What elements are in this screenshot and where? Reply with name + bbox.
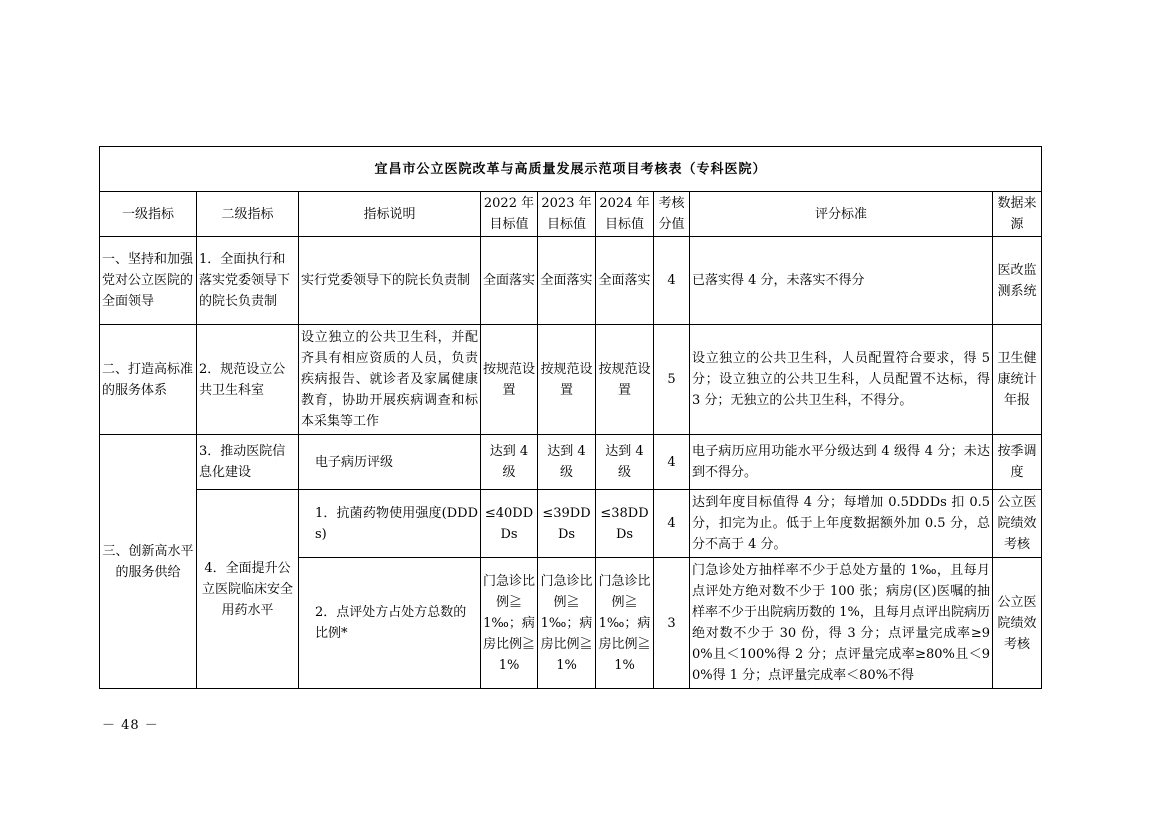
target-2023-cell: 按规范设置	[538, 325, 596, 435]
criteria-cell: 门急诊处方抽样率不少于总处方量的 1‰，且每月点评处方绝对数不少于 100 张；病房(区)医嘱的抽样率不少于出院病历数的 1%，且每月点评出院病历绝对数不少于 30 份，得 3 分；点评量完成率≥90%且＜100%得 2 分；点评量完成率≥80%且＜90%得 1 分；点评量完成率＜80%不得	[690, 558, 993, 689]
target-2024-cell: ≤38DDDs	[596, 490, 654, 558]
header-2023-target: 2023 年目标值	[538, 192, 596, 237]
source-cell: 公立医院绩效考核	[993, 490, 1042, 558]
page-number: － 48 －	[102, 718, 159, 733]
level2-cell: 1．全面执行和落实党委领导下的院长负责制	[197, 237, 299, 325]
table-row	[100, 435, 1042, 490]
source-cell: 公立医院绩效考核	[993, 558, 1042, 689]
desc-cell: 实行党委领导下的院长负责制	[299, 237, 481, 325]
header-2022-target: 2022 年目标值	[481, 192, 538, 237]
header-level2: 二级指标	[197, 192, 299, 237]
desc-cell: 1．抗菌药物使用强度(DDDs)	[299, 490, 481, 558]
score-cell: 5	[654, 325, 690, 435]
level2-cell: 3．推动医院信息化建设	[197, 435, 299, 490]
target-2022-cell: 达到 4 级	[481, 435, 538, 490]
target-2022-cell: 门急诊比例≧1‰；病房比例≧1%	[481, 558, 538, 689]
header-row	[100, 192, 1042, 237]
desc-cell: 2．点评处方占处方总数的比例*	[299, 558, 481, 689]
target-2022-cell: 全面落实	[481, 237, 538, 325]
criteria-cell: 电子病历应用功能水平分级达到 4 级得 4 分；未达到不得分。	[690, 435, 993, 490]
table-row	[100, 490, 1042, 558]
criteria-cell: 设立独立的公共卫生科，人员配置符合要求，得 5 分；设立独立的公共卫生科，人员配置不达标，得 3 分；无独立的公共卫生科，不得分。	[690, 325, 993, 435]
target-2023-cell: ≤39DDDs	[538, 490, 596, 558]
target-2023-cell: 全面落实	[538, 237, 596, 325]
score-cell: 4	[654, 435, 690, 490]
target-2023-cell: 门急诊比例≧1‰；病房比例≧1%	[538, 558, 596, 689]
target-2024-cell: 全面落实	[596, 237, 654, 325]
table-title: 宜昌市公立医院改革与高质量发展示范项目考核表（专科医院）	[100, 147, 1042, 192]
header-desc: 指标说明	[299, 192, 481, 237]
level2-cell: 2．规范设立公共卫生科室	[197, 325, 299, 435]
source-cell: 卫生健康统计年报	[993, 325, 1042, 435]
target-2024-cell: 按规范设置	[596, 325, 654, 435]
header-2024-target: 2024 年目标值	[596, 192, 654, 237]
header-criteria: 评分标准	[690, 192, 993, 237]
level2-cell: 4．全面提升公立医院临床安全用药水平	[197, 490, 299, 689]
level1-cell: 一、坚持和加强党对公立医院的全面领导	[100, 237, 197, 325]
target-2024-cell: 达到 4 级	[596, 435, 654, 490]
source-cell: 医改监测系统	[993, 237, 1042, 325]
score-cell: 4	[654, 490, 690, 558]
level1-cell: 二、打造高标准的服务体系	[100, 325, 197, 435]
target-2024-cell: 门急诊比例≧1‰；病房比例≧1%	[596, 558, 654, 689]
desc-cell: 电子病历评级	[299, 435, 481, 490]
header-level1: 一级指标	[100, 192, 197, 237]
header-source: 数据来源	[993, 192, 1042, 237]
table-row	[100, 325, 1042, 435]
criteria-cell: 达到年度目标值得 4 分；每增加 0.5DDDs 扣 0.5 分，扣完为止。低于上年度数据额外加 0.5 分，总分不高于 4 分。	[690, 490, 993, 558]
desc-cell: 设立独立的公共卫生科，并配齐具有相应资质的人员，负责疾病报告、就诊者及家属健康教育，协助开展疾病调查和标本采集等工作	[299, 325, 481, 435]
criteria-cell: 已落实得 4 分，未落实不得分	[690, 237, 993, 325]
target-2023-cell: 达到 4 级	[538, 435, 596, 490]
score-cell: 3	[654, 558, 690, 689]
target-2022-cell: ≤40DDDs	[481, 490, 538, 558]
header-score: 考核分值	[654, 192, 690, 237]
assessment-table	[99, 146, 1042, 689]
target-2022-cell: 按规范设置	[481, 325, 538, 435]
level1-cell: 三、创新高水平的服务供给	[100, 435, 197, 689]
score-cell: 4	[654, 237, 690, 325]
table-row	[100, 237, 1042, 325]
source-cell: 按季调度	[993, 435, 1042, 490]
